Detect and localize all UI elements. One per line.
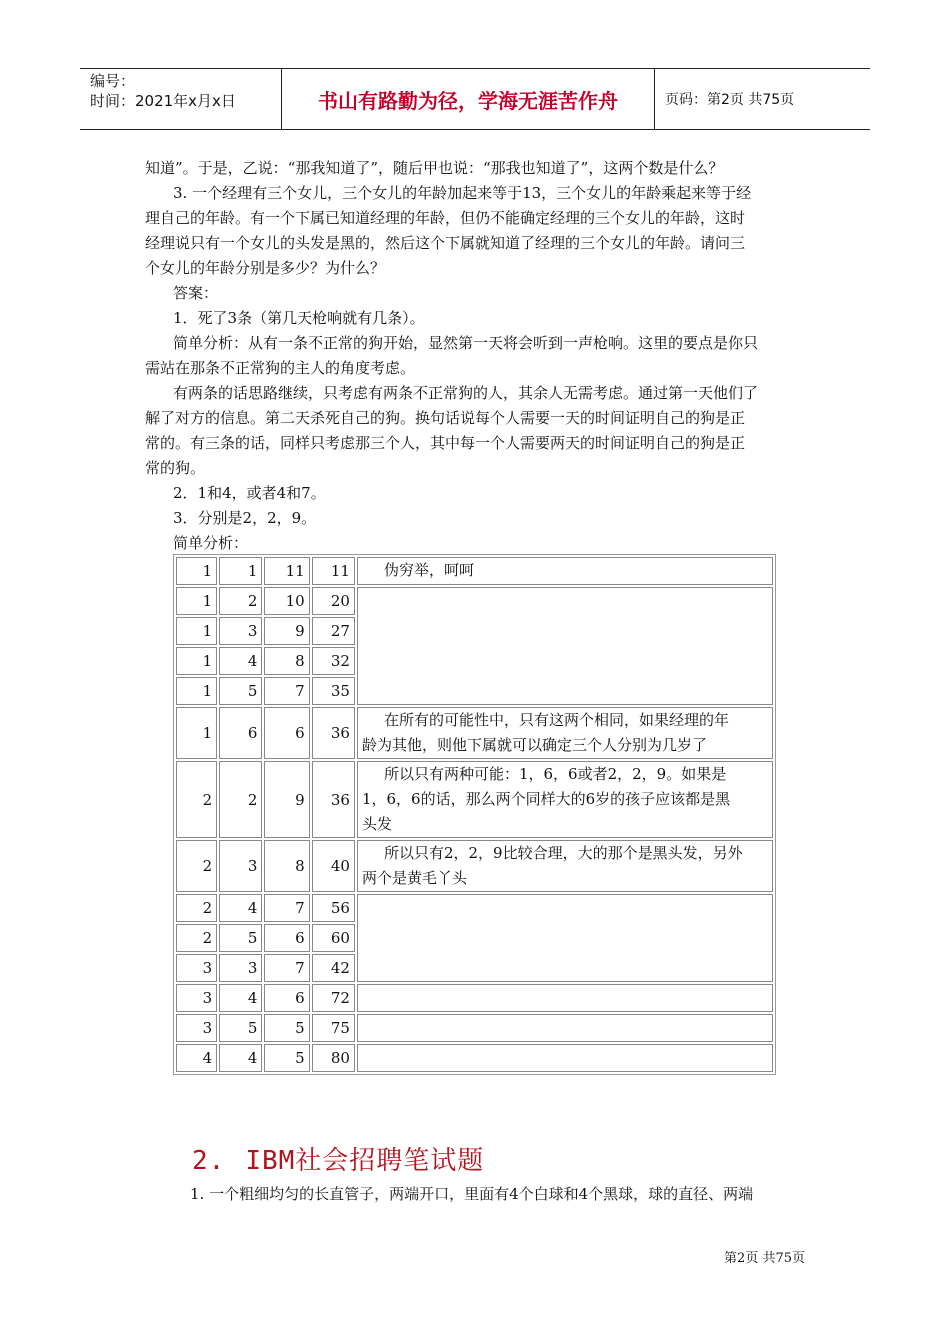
answer-3: 3．分别是2，2，9。 — [173, 509, 317, 527]
note-text: 在所有的可能性中，只有这两个相同，如果经理的年 — [383, 711, 729, 729]
table-cell: 5 — [264, 1044, 309, 1072]
table-cell: 7 — [264, 677, 309, 705]
answer-label: 答案： — [173, 284, 219, 302]
table-note-empty — [357, 1044, 773, 1072]
table-cell: 6 — [219, 707, 262, 759]
table-row — [176, 1014, 773, 1042]
section-title: IBM社会招聘笔试题 — [245, 1146, 485, 1176]
answer-1-analysis: 常的狗。 — [145, 459, 206, 477]
table-note-empty — [357, 894, 773, 982]
answer-1-analysis: 解了对方的信息。第二天杀死自己的狗。换句话说每个人需要一天的时间证明自己的狗是正 — [145, 409, 746, 427]
table-cell: 11 — [312, 557, 355, 585]
note-text: 伪穷举，呵呵 — [383, 561, 474, 579]
table-cell: 42 — [312, 954, 355, 982]
table-note — [357, 840, 773, 892]
table-row — [176, 984, 773, 1012]
table-cell: 4 — [219, 894, 262, 922]
header-page-number: 页码：第2页 共75页 — [665, 92, 795, 108]
table-cell: 2 — [219, 761, 262, 838]
analysis-label: 简单分析： — [173, 534, 249, 552]
table-note-empty — [357, 1014, 773, 1042]
answer-2: 2．1和4，或者4和7。 — [173, 484, 326, 502]
note-text: 1，6，6的话，那么两个同样大的6岁的孩子应该都是黑 — [361, 790, 731, 808]
table-cell: 9 — [264, 761, 309, 838]
table-cell: 2 — [219, 587, 262, 615]
answer-1-analysis: 有两条的话思路继续，只考虑有两条不正常狗的人，其余人无需考虑。通过第一天他们了 — [173, 384, 759, 402]
answer-1-analysis: 常的。有三条的话，同样只考虑那三个人，其中每一个人需要两天的时间证明自己的狗是正 — [145, 434, 746, 452]
table-cell: 56 — [312, 894, 355, 922]
table-note — [357, 557, 773, 585]
table-cell: 20 — [312, 587, 355, 615]
table-cell: 27 — [312, 617, 355, 645]
section-2-heading — [192, 1140, 484, 1177]
table-cell: 6 — [264, 984, 309, 1012]
table-note-empty — [357, 587, 773, 705]
table-cell: 1 — [176, 617, 217, 645]
table-cell: 2 — [176, 894, 217, 922]
table-cell: 7 — [264, 894, 309, 922]
table-cell: 3 — [219, 617, 262, 645]
date-line: 时间：2021年x月x日 — [90, 92, 236, 110]
table-row — [176, 557, 773, 585]
table-cell: 2 — [176, 924, 217, 952]
note-text: 头发 — [361, 815, 392, 833]
table-cell: 3 — [176, 954, 217, 982]
table-cell: 8 — [264, 647, 309, 675]
table-cell: 3 — [176, 1014, 217, 1042]
table-cell: 5 — [219, 924, 262, 952]
doc-number-label: 编号： — [90, 72, 136, 90]
table-cell: 3 — [176, 984, 217, 1012]
answer-1: 1．死了3条（第几天枪响就有几条）。 — [173, 309, 425, 327]
page-footer: 第2页 共75页 — [724, 1251, 805, 1266]
table-cell: 3 — [219, 954, 262, 982]
table-cell: 11 — [264, 557, 309, 585]
header-info — [80, 69, 282, 129]
table-cell: 7 — [264, 954, 309, 982]
table-row — [176, 587, 773, 615]
page-header — [80, 68, 870, 130]
table-cell: 10 — [264, 587, 309, 615]
table-row — [176, 840, 773, 892]
table-cell: 75 — [312, 1014, 355, 1042]
table-cell: 1 — [176, 677, 217, 705]
table-cell: 4 — [219, 984, 262, 1012]
table-note — [357, 707, 773, 759]
section-2-question-1: 1. 一个粗细均匀的长直管子，两端开口，里面有4个白球和4个黑球，球的直径、两端 — [190, 1185, 754, 1203]
table-cell: 32 — [312, 647, 355, 675]
question-3-line: 3. 一个经理有三个女儿，三个女儿的年龄加起来等于13，三个女儿的年龄乘起来等于经 — [173, 184, 752, 202]
table-cell: 1 — [176, 587, 217, 615]
table-cell: 5 — [219, 677, 262, 705]
note-text: 两个是黄毛丫头 — [361, 869, 467, 887]
table-cell: 1 — [176, 557, 217, 585]
note-text: 所以只有2，2，9比较合理，大的那个是黑头发，另外 — [383, 844, 743, 862]
question-3-line: 经理说只有一个女儿的头发是黑的，然后这个下属就知道了经理的三个女儿的年龄。请问三 — [145, 234, 746, 252]
table-cell: 80 — [312, 1044, 355, 1072]
table-row — [176, 894, 773, 922]
table-cell: 1 — [176, 647, 217, 675]
note-text: 龄为其他，则他下属就可以确定三个人分别为几岁了 — [361, 736, 707, 754]
table-note-empty — [357, 984, 773, 1012]
table-cell: 72 — [312, 984, 355, 1012]
table-row — [176, 1044, 773, 1072]
table-row — [176, 707, 773, 759]
answer-1-analysis: 简单分析：从有一条不正常的狗开始，显然第一天将会听到一声枪响。这里的要点是你只 — [173, 334, 759, 352]
table-cell: 1 — [176, 707, 217, 759]
table-cell: 5 — [219, 1014, 262, 1042]
table-cell: 4 — [219, 1044, 262, 1072]
table-cell: 36 — [312, 707, 355, 759]
section-number: 2. — [192, 1146, 226, 1176]
header-motto: 书山有路勤为径，学海无涯苦作舟 — [282, 69, 655, 129]
table-cell: 40 — [312, 840, 355, 892]
table-cell: 60 — [312, 924, 355, 952]
table-cell: 2 — [176, 840, 217, 892]
table-cell: 5 — [264, 1014, 309, 1042]
table-cell: 8 — [264, 840, 309, 892]
answer-1-analysis: 需站在那条不正常狗的主人的角度考虑。 — [145, 359, 416, 377]
table-cell: 2 — [176, 761, 217, 838]
question-3-line: 个女儿的年龄分别是多少？为什么？ — [145, 259, 386, 277]
table-cell: 6 — [264, 924, 309, 952]
table-cell: 35 — [312, 677, 355, 705]
paragraph-line: 知道”。于是，乙说：“那我知道了”，随后甲也说：“那我也知道了”，这两个数是什么？ — [145, 159, 724, 177]
table-cell: 6 — [264, 707, 309, 759]
table-cell: 3 — [219, 840, 262, 892]
table-cell: 4 — [219, 647, 262, 675]
table-cell: 1 — [219, 557, 262, 585]
table-row — [176, 761, 773, 838]
table-cell: 36 — [312, 761, 355, 838]
age-combinations-table — [173, 554, 776, 1075]
table-cell: 4 — [176, 1044, 217, 1072]
question-3-line: 理自己的年龄。有一个下属已知道经理的年龄，但仍不能确定经理的三个女儿的年龄，这时 — [145, 209, 746, 227]
note-text: 所以只有两种可能：1，6，6或者2，2，9。如果是 — [383, 765, 727, 783]
table-cell: 9 — [264, 617, 309, 645]
table-note — [357, 761, 773, 838]
